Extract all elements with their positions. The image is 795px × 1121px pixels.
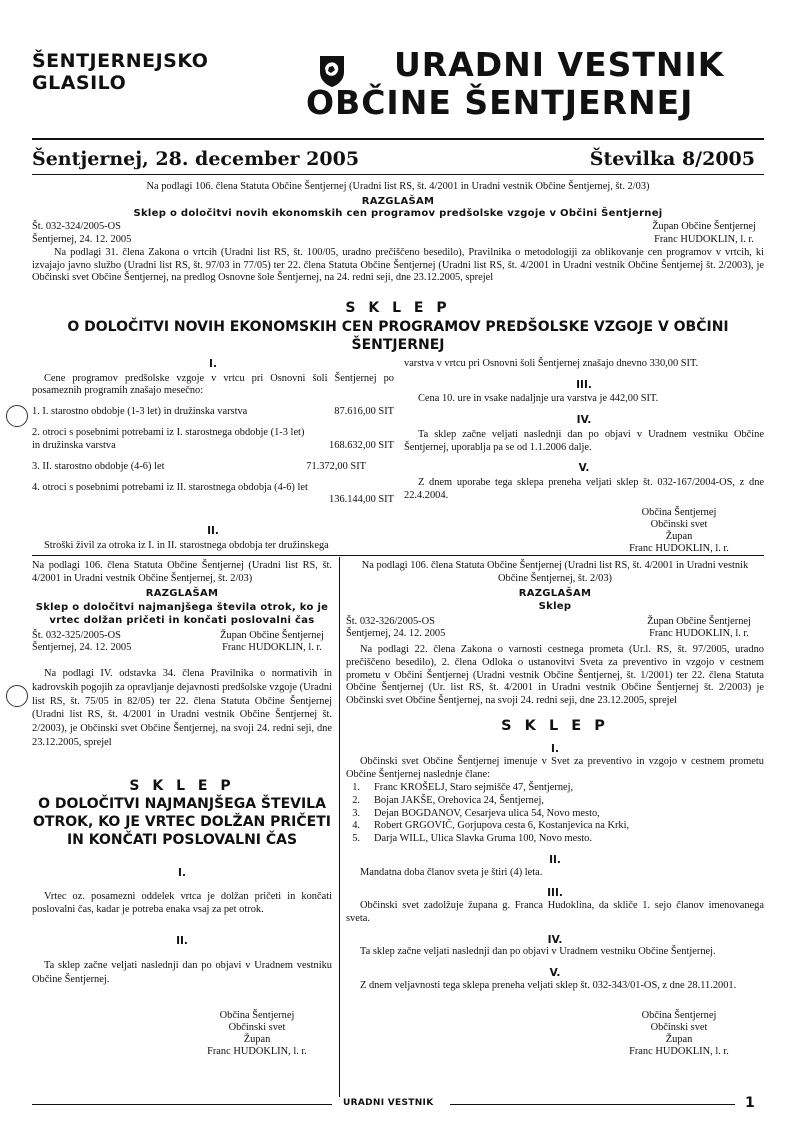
doc3-sklep-heading: S K L E P — [501, 717, 609, 734]
doc1-sklep-heading: S K L E P — [345, 300, 451, 316]
doc3-intro: Na podlagi 106. člena Statuta Občine Šentjernej (Uradni list RS, št. 4/2001 in Uradni vestnik Občine Šentjernej, št. 2/03) — [361, 560, 749, 584]
price-label: 2. otroci s posebnimi potrebami iz I. starostnega obdobje (1-3 let) in družinska varstva — [32, 426, 305, 451]
doc2-ref-no: Št. 032-325/2005-OS — [32, 629, 121, 641]
member-name: Darja WILL, Ulica Slavka Gruma 100, Novo mesto. — [374, 833, 592, 845]
doc3-signer-name: Franc HUDOKLIN, l. r. — [649, 628, 749, 640]
doc3-preamble: Na podlagi 22. člena Zakona o varnosti cestnega prometa (Ur.l. RS, št. 97/2005, uradno prečiščeno besedilo), 2. člena Odloka o ustanovitvi Sveta za preventivo in vzgojo v cestnem prometu v Občini Šentjernej (Uradni vestnik Občine Šentjernej, št. 1/2001) ter 22. člena Statuta Občine Šentjernej (Ur. list RS, št. 4/2001 in Uradni vestnik Občine Šentjernej št. 2/2003) je Občinski svet Občine Šentjernej, na svoji 24. redni seji, dne 23.12.2005, sprejel — [346, 644, 764, 706]
sig-council: Občinski svet — [650, 1022, 708, 1034]
doc3-sec5-text: Z dnem veljavnosti tega sklepa preneha veljati sklep št. 032-343/01-OS, z dne 28.11.2001. — [360, 979, 737, 991]
price-item — [32, 482, 394, 507]
price-label: 3. II. starostno obdobje (4-6) let — [32, 460, 165, 472]
member-name: Dejan BOGDANOV, Cesarjeva ulica 54, Novo mesto, — [374, 807, 600, 819]
doc1-sec3-heading: III. — [576, 378, 592, 391]
doc3-subject: Sklep — [538, 600, 572, 612]
doc3-signature — [604, 1010, 754, 1058]
price-item — [32, 406, 394, 419]
doc2-signer-name: Franc HUDOKLIN, l. r. — [222, 642, 322, 654]
price-value: 87.616,00 SIT — [334, 406, 394, 418]
doc2-reference — [32, 630, 332, 655]
sig-role: Župan — [243, 1034, 271, 1046]
doc1-signer-role: Župan Občine Šentjernej — [652, 221, 756, 232]
footer-label: URADNI VESTNIK — [343, 1098, 434, 1108]
doc1-sec4-text: Ta sklep začne veljati naslednji dan po objavi v Uradnem vestniku Občine Šentjernej, uporablja pa se od 1.1.2006 dalje. — [404, 428, 764, 453]
doc3-reference — [346, 616, 764, 641]
doc3-signer-role: Župan Občine Šentjernej — [647, 615, 751, 627]
doc1-sec2-text-a: Stroški živil za otroka iz I. in II. starostnega obdobja ter družinskega — [44, 539, 329, 551]
publication-title — [306, 45, 758, 122]
price-item — [32, 427, 394, 453]
doc2-sec1-text: Vrtec oz. posamezni oddelek vrtca je dolžan pričeti in končati poslovalni čas, kadar je potreba enaka vsaj za pet otrok. — [32, 890, 332, 916]
doc1-signer-name: Franc HUDOKLIN, l. r. — [654, 233, 754, 245]
publication-title-line2: OBČINE ŠENTJERNEJ — [306, 83, 694, 122]
price-value: 136.144,00 SIT — [329, 494, 394, 506]
price-label: 1. I. starostno obdobje (1-3 let) in družinska varstva — [32, 406, 248, 418]
doc1-sec4-heading: IV. — [576, 414, 592, 427]
doc3-sec3-heading: III. — [547, 887, 563, 900]
price-item — [32, 461, 394, 474]
sig-council: Občinski svet — [228, 1022, 286, 1034]
doc2-intro: Na podlagi 106. člena Statuta Občine Šentjernej (Uradni list RS, št. 4/2001 in Uradni vestnik Občine Šentjernej, št. 2/03) — [32, 560, 332, 584]
doc3-sec4-heading: IV. — [547, 933, 563, 946]
masthead-divider — [32, 138, 764, 140]
issue-number: Številka 8/2005 — [589, 148, 755, 170]
column-divider — [339, 557, 340, 1097]
doc1-sec1-text: Cene programov predšolske vzgoje v vrtcu pri Osnovni šoli Šentjernej po posameznih programih znašajo mesečno: — [32, 372, 394, 397]
doc2-signature — [182, 1010, 332, 1058]
doc2-ref-date: Šentjernej, 24. 12. 2005 — [32, 642, 132, 654]
sig-name: Franc HUDOKLIN, l. r. — [629, 1046, 729, 1058]
member-number: 5. — [352, 833, 360, 845]
doc1-title-line2: ŠENTJERNEJ — [351, 337, 445, 353]
doc1-intro: Na podlagi 106. člena Statuta Občine Šentjernej (Uradni list RS, št. 4/2001 in Uradni vestnik Občine Šentjernej, št. 2/03) — [146, 181, 650, 192]
member-name: Bojan JAKŠE, Orehovica 24, Šentjernej, — [374, 795, 544, 807]
doc2-sec2-text: Ta sklep začne veljati naslednji dan po objavi v Uradnem vestniku Občine Šentjernej. — [32, 960, 332, 985]
doc3-sec5-heading: V. — [549, 967, 561, 979]
doc2-sec1-heading: I. — [178, 866, 186, 879]
doc1-subject: Sklep o določitvi novih ekonomskih cen programov predšolske vzgoje v Občini Šentjernej — [133, 208, 663, 219]
member-number: 1. — [352, 782, 360, 794]
doc3-sec2-text: Mandatna doba članov sveta je štiri (4) leta. — [360, 866, 543, 878]
list-item — [346, 808, 764, 821]
gazette-name-line2: GLASILO — [32, 72, 127, 94]
price-value: 168.632,00 SIT — [329, 440, 394, 452]
gazette-name — [32, 50, 208, 94]
doc1-left-column — [32, 358, 394, 552]
doc1-ref-date: Šentjernej, 24. 12. 2005 — [32, 233, 132, 245]
date-divider — [32, 174, 764, 175]
doc2-preamble: Na podlagi IV. odstavka 34. člena Pravilnika o normativih in kadrovskih pogojih za opravljanje dejavnosti predšolske vzgoje (Uradni list RS, št. 75/05 in 82/05) ter 22. člena Statuta Občine Šentjernej (Uradni list RS, št. 4/2001 in Uradni vestnik Občine Šentjernej št. 2/2003), je Občinski svet Občine Šentjernej, na svoji 24. redni seji, dne 23.12.2005, sprejel — [32, 667, 332, 748]
sig-municipality: Občina Šentjernej — [641, 506, 717, 518]
member-number: 4. — [352, 820, 360, 832]
doc3-column — [346, 560, 764, 1058]
member-name: Franc KROŠELJ, Staro sejmišče 47, Šentjernej, — [374, 782, 574, 794]
sig-role: Župan — [665, 530, 693, 542]
list-item — [346, 820, 764, 833]
doc1-sec2-heading: II. — [207, 524, 219, 537]
doc1-preamble: Na podlagi 31. člena Zakona o vrtcih (Uradni list RS, št. 100/05, uradno prečiščeno besedilo), Pravilnika o metodologiji za oblikovanje cen programov v vrtcih, ki izvajajo javno službo (Uradni list RS, št. 97/03 in 77/05) ter 22. člena Statuta Občine Šentjernej (Uradni list RS, št. 4/2001 in Uradni vestnik Občine Šentjernej št. 2/2003), je Občinski svet Občine Šentjernej, na predlog Osnovne šole Šentjernej, na 24. redni seji, dne 23.12.2005, sprejel — [32, 247, 764, 284]
doc1-title-line1: O DOLOČITVI NOVIH EKONOMSKIH CEN PROGRAMOV PREDŠOLSKE VZGOJE V OBČINI — [67, 319, 729, 335]
sig-role: Župan — [665, 1034, 693, 1046]
doc2-sec2-heading: II. — [176, 934, 188, 947]
member-name: Robert GRGOVIČ, Gorjupova cesta 6, Kostanjevica na Krki, — [374, 820, 630, 832]
publication-title-line1: URADNI VESTNIK — [394, 45, 725, 84]
doc1-ref-no: Št. 032-324/2005-OS — [32, 221, 121, 232]
doc3-sec4-text: Ta sklep začne veljati naslednji dan po objavi v Uradnem vestniku Občine Šentjernej. — [360, 946, 716, 958]
doc1-signature — [604, 507, 754, 555]
doc2-title: O DOLOČITVI NAJMANJŠEGA ŠTEVILA OTROK, KO JE VRTEC DOLŽAN PRIČETI IN KONČATI POSLOVALNI ČAS — [33, 795, 331, 848]
doc3-ref-date: Šentjernej, 24. 12. 2005 — [346, 628, 446, 640]
member-number: 3. — [352, 807, 360, 819]
list-item — [346, 782, 764, 795]
doc1-right-column — [404, 358, 764, 555]
sig-name: Franc HUDOKLIN, l. r. — [629, 542, 729, 554]
issue-date: Šentjernej, 28. december 2005 — [32, 148, 360, 170]
section-divider — [32, 555, 764, 556]
doc3-razglasam: RAZGLAŠAM — [518, 588, 592, 600]
doc3-sec3-text: Občinski svet zadolžuje župana g. Franca Hudoklina, da skliče 1. sejo članov imenovanega sveta. — [346, 900, 764, 924]
price-label: 4. otroci s posebnimi potrebami iz II. starostnega obdobja (4-6) let — [32, 481, 308, 493]
doc3-sec2-heading: II. — [549, 853, 561, 866]
doc2-signer-role: Župan Občine Šentjernej — [220, 629, 324, 641]
list-item — [346, 833, 764, 846]
page-number: 1 — [745, 1095, 755, 1111]
doc1-sec3-text: Cena 10. ure in vsake nadaljnje ura varstva je 442,00 SIT. — [418, 393, 659, 405]
doc1-sec1-heading: I. — [209, 358, 217, 370]
doc1-sec5-heading: V. — [578, 462, 590, 475]
doc1-sec5-text: Z dnem uporabe tega sklepa preneha veljati sklep št. 032-167/2004-OS, z dne 22.4.2004. — [404, 477, 764, 501]
footer-rule-right — [450, 1104, 735, 1105]
doc1-reference — [32, 221, 764, 246]
sig-council: Občinski svet — [650, 518, 708, 530]
doc3-members — [346, 782, 764, 845]
sig-municipality: Občina Šentjernej — [641, 1010, 717, 1022]
punch-hole-mark — [6, 685, 28, 707]
punch-hole-mark — [6, 405, 28, 427]
doc2-subject: Sklep o določitvi najmanjšega števila otrok, ko je vrtec dolžan pričeti in končati poslovalni čas — [35, 601, 329, 626]
gazette-name-line1: ŠENTJERNEJSKO — [32, 50, 209, 72]
doc2-razglasam: RAZGLAŠAM — [145, 588, 219, 600]
doc2-sklep-heading: S K L E P — [129, 777, 235, 794]
doc2-column — [32, 560, 332, 1058]
list-item — [346, 795, 764, 808]
doc3-ref-no: Št. 032-326/2005-OS — [346, 615, 435, 627]
doc3-sec1-heading: I. — [551, 743, 559, 756]
member-number: 2. — [352, 795, 360, 807]
doc3-sec1-text: Občinski svet Občine Šentjernej imenuje v Svet za preventivo in vzgojo v cestnem prometu Občine Šentjernej naslednje člane: — [346, 756, 764, 780]
price-value: 71.372,00 SIT — [306, 460, 366, 472]
sig-name: Franc HUDOKLIN, l. r. — [207, 1046, 307, 1058]
doc1-razglasam: RAZGLAŠAM — [361, 196, 435, 207]
footer-rule-left — [32, 1104, 332, 1105]
doc1-sec2-text-b: varstva v vrtcu pri Osnovni šoli Šentjernej znašajo dnevno 330,00 SIT. — [404, 358, 699, 369]
sig-municipality: Občina Šentjernej — [219, 1010, 295, 1022]
